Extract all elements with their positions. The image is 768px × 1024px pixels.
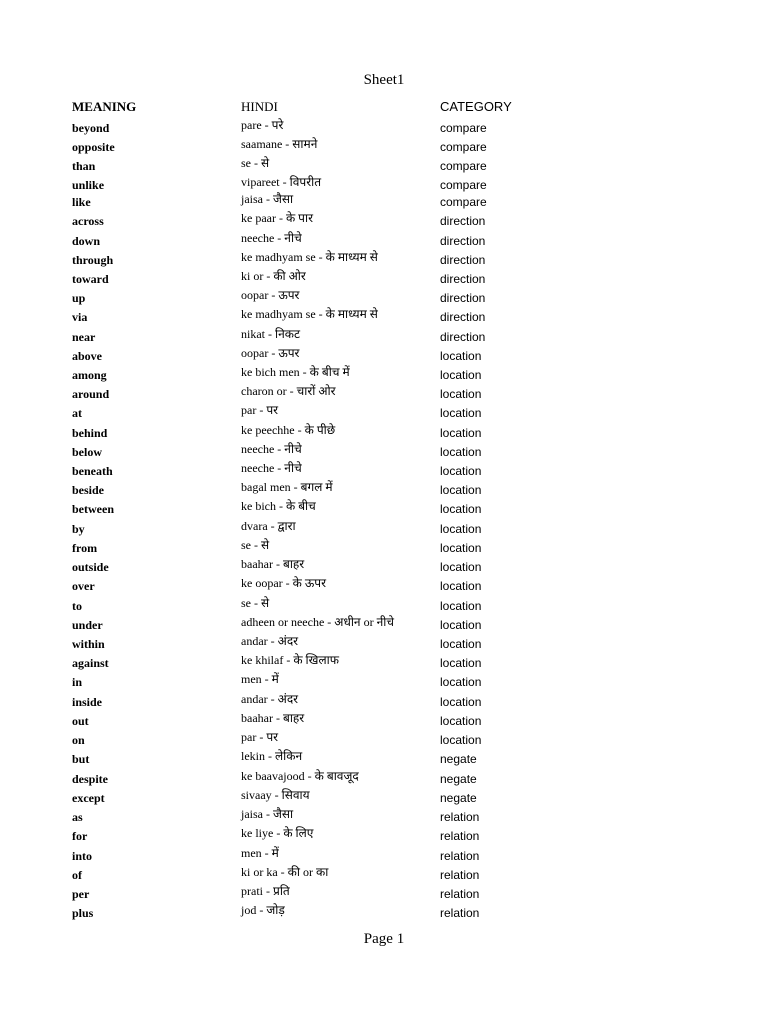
meaning-cell: into	[72, 849, 93, 863]
meaning-cell: opposite	[72, 140, 115, 154]
hindi-cell: dvara - द्वारा	[241, 519, 296, 533]
hindi-cell: ke madhyam se - के माध्यम से	[241, 250, 378, 264]
hindi-cell: jaisa - जैसा	[241, 807, 294, 821]
hindi-cell: baahar - बाहर	[241, 711, 305, 725]
category-cell: direction	[440, 330, 486, 344]
category-cell: location	[440, 560, 482, 574]
category-cell: compare	[440, 178, 487, 192]
meaning-cell: by	[72, 522, 85, 536]
category-cell: location	[440, 637, 482, 651]
hindi-cell: par - पर	[241, 730, 279, 744]
table-row	[0, 233, 768, 252]
category-cell: direction	[440, 214, 486, 228]
category-cell: location	[440, 675, 482, 689]
category-cell: location	[440, 502, 482, 516]
category-cell: location	[440, 426, 482, 440]
table-row	[0, 732, 768, 751]
meaning-cell: through	[72, 253, 114, 267]
meaning-cell: beneath	[72, 464, 113, 478]
table-row	[0, 636, 768, 655]
category-cell: direction	[440, 291, 486, 305]
hindi-cell: ke peechhe - के पीछे	[241, 423, 336, 437]
hindi-cell: ke baavajood - के बावजूद	[241, 769, 359, 783]
category-cell: location	[440, 406, 482, 420]
category-cell: direction	[440, 310, 486, 324]
table-row	[0, 771, 768, 790]
meaning-cell: of	[72, 868, 82, 882]
hindi-cell: ke paar - के पार	[241, 211, 314, 225]
category-cell: location	[440, 522, 482, 536]
category-cell: location	[440, 599, 482, 613]
hindi-cell: prati - प्रति	[241, 884, 290, 898]
table-row	[0, 521, 768, 540]
meaning-cell: out	[72, 714, 89, 728]
meaning-cell: as	[72, 810, 83, 824]
hindi-cell: andar - अंदर	[241, 634, 299, 648]
table-row	[0, 540, 768, 559]
table-row	[0, 867, 768, 886]
hindi-cell: neeche - नीचे	[241, 461, 302, 475]
table-row	[0, 674, 768, 693]
meaning-cell: to	[72, 599, 82, 613]
hindi-cell: ke bich men - के बीच में	[241, 365, 350, 379]
hindi-cell: ke madhyam se - के माध्यम से	[241, 307, 378, 321]
category-cell: location	[440, 464, 482, 478]
hindi-cell: neeche - नीचे	[241, 231, 302, 245]
hindi-cell: ke bich - के बीच	[241, 499, 316, 513]
category-cell: direction	[440, 272, 486, 286]
table-row	[0, 329, 768, 348]
hindi-cell: ke liye - के लिए	[241, 826, 314, 840]
category-cell: relation	[440, 849, 480, 863]
category-cell: compare	[440, 140, 487, 154]
hindi-cell: lekin - लेकिन	[241, 749, 303, 763]
hindi-cell: par - पर	[241, 403, 279, 417]
hindi-cell: se - से	[241, 538, 270, 552]
hindi-cell: nikat - निकट	[241, 327, 301, 341]
hindi-cell: jod - जोड़	[241, 903, 285, 917]
meaning-cell: like	[72, 195, 91, 209]
table-row	[0, 655, 768, 674]
hindi-cell: ke oopar - के ऊपर	[241, 576, 327, 590]
table-row	[0, 348, 768, 367]
meaning-cell: on	[72, 733, 85, 747]
table-row	[0, 559, 768, 578]
table-row	[0, 790, 768, 809]
meaning-cell: under	[72, 618, 103, 632]
table-row	[0, 271, 768, 290]
table-row	[0, 617, 768, 636]
hindi-cell: jaisa - जैसा	[241, 192, 294, 206]
hindi-cell: ke khilaf - के खिलाफ	[241, 653, 339, 667]
category-cell: negate	[440, 752, 477, 766]
category-cell: negate	[440, 791, 477, 805]
meaning-cell: between	[72, 502, 114, 516]
hindi-cell: adheen or neeche - अधीन or नीचे	[241, 615, 394, 629]
meaning-cell: unlike	[72, 178, 105, 192]
meaning-cell: down	[72, 234, 101, 248]
table-row	[0, 386, 768, 405]
table-row	[0, 213, 768, 232]
meaning-cell: than	[72, 159, 96, 173]
page-footer: Page 1	[363, 931, 405, 947]
hindi-cell: neeche - नीचे	[241, 442, 302, 456]
hindi-cell: ki or ka - की or का	[241, 865, 329, 879]
hindi-cell: baahar - बाहर	[241, 557, 305, 571]
category-cell: relation	[440, 887, 480, 901]
table-row	[0, 405, 768, 424]
table-row	[0, 444, 768, 463]
category-cell: relation	[440, 810, 480, 824]
meaning-cell: at	[72, 406, 82, 420]
hindi-cell: oopar - ऊपर	[241, 346, 300, 360]
meaning-cell: behind	[72, 426, 108, 440]
hindi-cell: ki or - की ओर	[241, 269, 306, 283]
meaning-cell: among	[72, 368, 107, 382]
category-cell: compare	[440, 121, 487, 135]
hindi-cell: bagal men - बगल में	[241, 480, 333, 494]
table-row	[0, 828, 768, 847]
table-row	[0, 886, 768, 905]
meaning-cell: within	[72, 637, 105, 651]
table-row	[0, 809, 768, 828]
category-cell: location	[440, 387, 482, 401]
table-row	[0, 578, 768, 597]
category-cell: location	[440, 541, 482, 555]
meaning-cell: above	[72, 349, 102, 363]
meaning-cell: except	[72, 791, 105, 805]
table-row	[0, 252, 768, 271]
category-cell: direction	[440, 234, 486, 248]
meaning-cell: outside	[72, 560, 109, 574]
hindi-cell: charon or - चारों ओर	[241, 384, 336, 398]
table-row	[0, 425, 768, 444]
meaning-cell: plus	[72, 906, 94, 920]
table-row	[0, 367, 768, 386]
meaning-cell: per	[72, 887, 90, 901]
category-cell: location	[440, 368, 482, 382]
meaning-cell: below	[72, 445, 102, 459]
category-cell: location	[440, 445, 482, 459]
category-cell: compare	[440, 195, 487, 209]
sheet-title: Sheet1	[363, 72, 405, 88]
category-cell: compare	[440, 159, 487, 173]
category-cell: location	[440, 349, 482, 363]
meaning-cell: up	[72, 291, 86, 305]
table-row	[0, 694, 768, 713]
table-row	[0, 309, 768, 328]
meaning-cell: around	[72, 387, 110, 401]
hindi-cell: pare - परे	[241, 118, 284, 132]
meaning-cell: against	[72, 656, 109, 670]
column-header-meaning: MEANING	[72, 99, 137, 114]
table-row	[0, 463, 768, 482]
table-row	[0, 194, 768, 213]
meaning-cell: over	[72, 579, 95, 593]
hindi-cell: sivaay - सिवाय	[241, 788, 310, 802]
hindi-cell: se - से	[241, 156, 270, 170]
table-row	[0, 501, 768, 520]
hindi-cell: oopar - ऊपर	[241, 288, 300, 302]
table-row	[0, 848, 768, 867]
meaning-cell: toward	[72, 272, 109, 286]
hindi-cell: men - में	[241, 846, 279, 860]
table-row	[0, 158, 768, 177]
category-cell: relation	[440, 906, 480, 920]
hindi-cell: saamane - सामने	[241, 137, 318, 151]
meaning-cell: for	[72, 829, 88, 843]
meaning-cell: across	[72, 214, 104, 228]
meaning-cell: via	[72, 310, 88, 324]
meaning-cell: but	[72, 752, 90, 766]
category-cell: location	[440, 483, 482, 497]
column-header-category: CATEGORY	[440, 99, 512, 114]
category-cell: negate	[440, 772, 477, 786]
table-row	[0, 713, 768, 732]
meaning-cell: despite	[72, 772, 108, 786]
meaning-cell: beside	[72, 483, 105, 497]
table-row	[0, 290, 768, 309]
category-cell: location	[440, 656, 482, 670]
meaning-cell: from	[72, 541, 98, 555]
table-row	[0, 139, 768, 158]
category-cell: location	[440, 618, 482, 632]
category-cell: direction	[440, 253, 486, 267]
hindi-cell: andar - अंदर	[241, 692, 299, 706]
hindi-cell: vipareet - विपरीत	[241, 175, 322, 189]
meaning-cell: in	[72, 675, 83, 689]
category-cell: location	[440, 714, 482, 728]
meaning-cell: beyond	[72, 121, 110, 135]
category-cell: location	[440, 695, 482, 709]
table-row	[0, 751, 768, 770]
category-cell: relation	[440, 829, 480, 843]
table-row	[0, 120, 768, 139]
hindi-cell: men - में	[241, 672, 279, 686]
category-cell: location	[440, 579, 482, 593]
meaning-cell: inside	[72, 695, 103, 709]
column-header-hindi: HINDI	[241, 99, 278, 114]
table-row	[0, 482, 768, 501]
hindi-cell: se - से	[241, 596, 270, 610]
table-row	[0, 905, 768, 924]
meaning-cell: near	[72, 330, 96, 344]
category-cell: location	[440, 733, 482, 747]
category-cell: relation	[440, 868, 480, 882]
